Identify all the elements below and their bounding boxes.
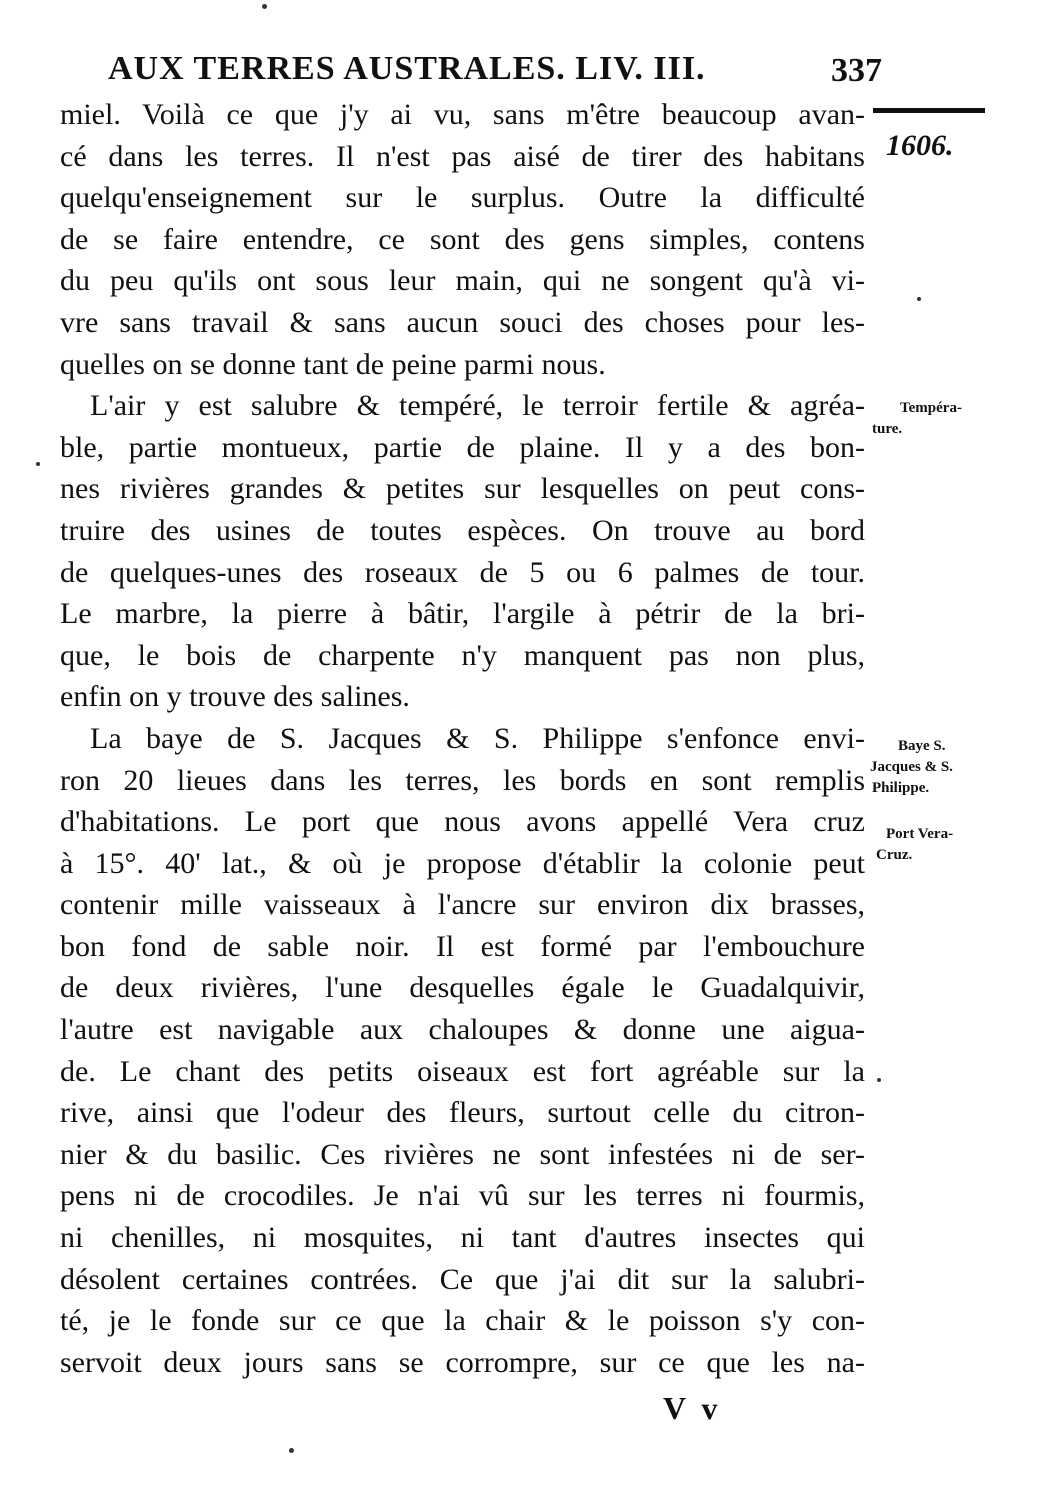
margin-note-line: Port Vera- [886, 826, 954, 842]
text-line: de deux rivières, l'une desquelles égale le Guadalquivir, [60, 971, 865, 1005]
margin-note-bay [870, 736, 953, 799]
margin-note-line: Philippe. [872, 780, 930, 796]
ink-speck [36, 462, 40, 466]
text-line: servoit deux jours sans se corrompre, sur ce que les na- [60, 1345, 865, 1379]
page-header [108, 50, 888, 94]
text-line: L'air y est salubre & tempéré, le terroir fertile & agréa- [90, 389, 865, 423]
text-line: désolent certaines contrées. Ce que j'ai dit sur la salubri- [60, 1262, 865, 1296]
text-line: pens ni de crocodiles. Je n'ai vû sur les terres ni fourmis, [60, 1179, 865, 1213]
text-line: truire des usines de toutes espèces. On trouve au bord [60, 513, 865, 547]
text-line: La baye de S. Jacques & S. Philippe s'enfonce envi- [90, 721, 865, 755]
text-line: l'autre est navigable aux chaloupes & donne une aigua- [60, 1013, 865, 1047]
text-line: miel. Voilà ce que j'y ai vu, sans m'être beaucoup avan- [60, 98, 865, 131]
margin-note-line: Cruz. [876, 847, 913, 863]
margin-rule [873, 108, 985, 113]
text-line: té, je le fonde sur ce que la chair & le poisson s'y con- [60, 1304, 865, 1338]
ink-speck [877, 1078, 881, 1082]
ink-speck [289, 1448, 294, 1453]
text-line: nes rivières grandes & petites sur lesquelles on peut cons- [60, 472, 865, 506]
text-line: bon fond de sable noir. Il est formé par l'embouchure [60, 929, 865, 963]
margin-note-line: Baye S. [898, 738, 946, 754]
text-line: de. Le chant des petits oiseaux est fort agréable sur la [60, 1054, 865, 1088]
margin-note-temperature [872, 398, 962, 440]
signature-mark: V v [663, 1390, 722, 1426]
text-line: enfin on y trouve des salines. [60, 680, 410, 714]
ink-speck [262, 4, 267, 9]
margin-note-line: ture. [872, 421, 903, 437]
text-line: cé dans les terres. Il n'est pas aisé de tirer des habitans [60, 139, 865, 173]
text-line: de se faire entendre, ce sont des gens simples, contens [60, 222, 865, 256]
text-line: à 15°. 40' lat., & où je propose d'établir la colonie peut [60, 846, 865, 880]
margin-note-port [876, 824, 954, 866]
text-line: d'habitations. Le port que nous avons appellé Vera cruz [60, 805, 865, 839]
text-line: de quelques-unes des roseaux de 5 ou 6 palmes de tour. [60, 555, 865, 589]
text-line: ble, partie montueux, partie de plaine. Il y a des bon- [60, 430, 865, 464]
text-line: du peu qu'ils ont sous leur main, qui ne songent qu'à vi- [60, 264, 865, 298]
margin-year: 1606. [886, 129, 954, 162]
text-line: ni chenilles, ni mosquites, ni tant d'autres insectes qui [60, 1221, 865, 1255]
text-line: vre sans travail & sans aucun souci des choses pour les- [60, 305, 865, 339]
body-text [60, 94, 865, 1383]
text-line: quelqu'enseignement sur le surplus. Outre la difficulté [60, 181, 865, 215]
text-line: Le marbre, la pierre à bâtir, l'argile à pétrir de la bri- [60, 597, 865, 631]
text-line: contenir mille vaisseaux à l'ancre sur environ dix brasses, [60, 888, 865, 922]
text-line: que, le bois de charpente n'y manquent pas non plus, [60, 638, 865, 672]
margin-note-line: Tempéra- [900, 400, 962, 416]
page-number: 337 [831, 52, 882, 89]
text-line: rive, ainsi que l'odeur des fleurs, surtout celle du citron- [60, 1096, 865, 1130]
ink-speck [917, 297, 921, 301]
margin-note-line: Jacques & S. [870, 759, 953, 775]
text-line: ron 20 lieues dans les terres, les bords en sont remplis [60, 763, 865, 797]
text-line: nier & du basilic. Ces rivières ne sont infestées ni de ser- [60, 1137, 865, 1171]
running-title: AUX TERRES AUSTRALES. LIV. III. [108, 50, 706, 87]
text-line: quelles on se donne tant de peine parmi nous. [60, 347, 606, 381]
